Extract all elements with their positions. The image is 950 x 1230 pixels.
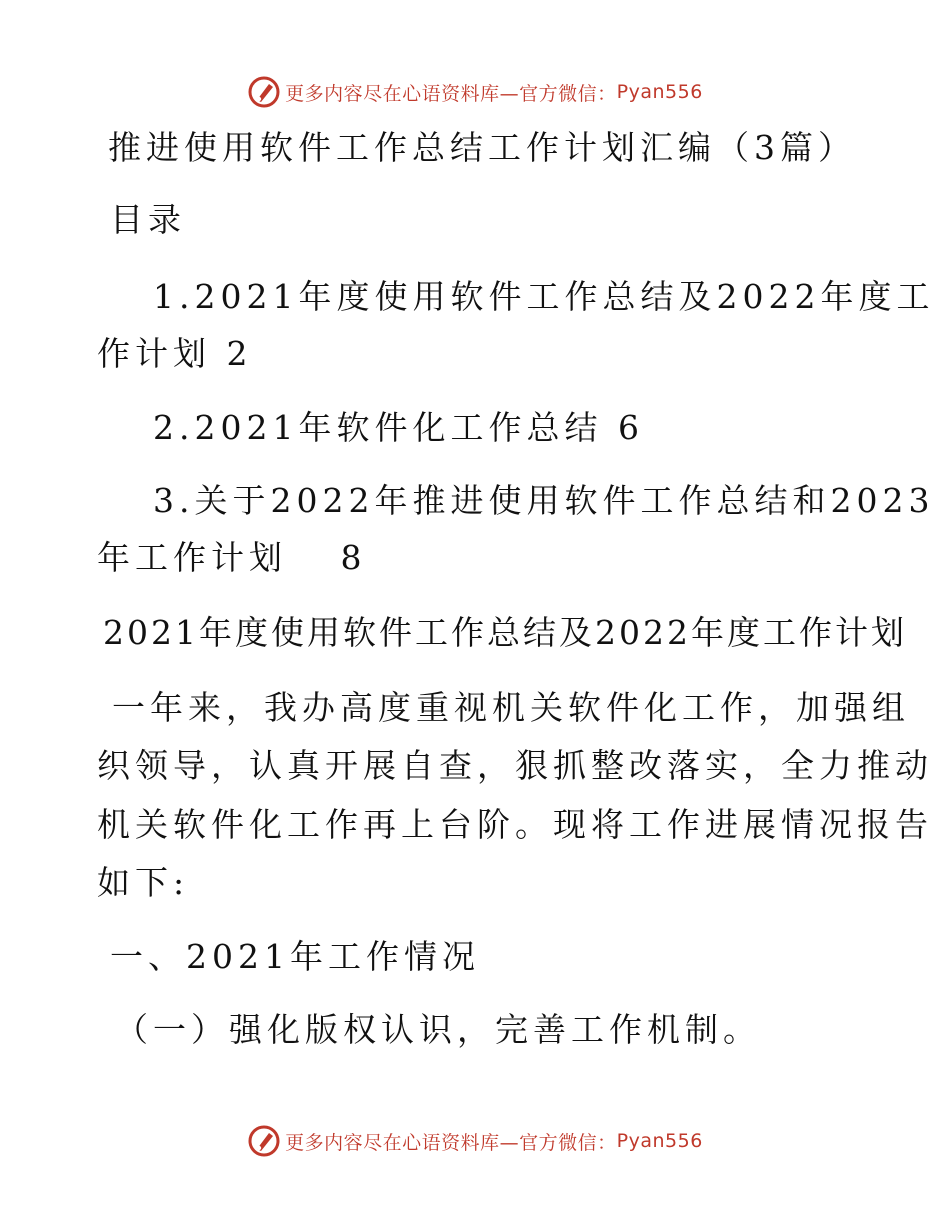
document-title: 推进使用软件工作总结工作计划汇编（3篇） [108, 128, 856, 167]
header-watermark-banner [0, 72, 950, 112]
intro-paragraph-line-3: 机关软件化工作再上台阶。现将工作进展情况报告 [97, 805, 933, 844]
heading-level-1: 一、2021年工作情况 [110, 937, 480, 976]
intro-paragraph-line-1: 一年来，我办高度重视机关软件化工作，加强组 [112, 688, 910, 727]
toc-item-2: 2.2021年软件化工作总结 6 [153, 408, 644, 447]
toc-item-3-line2: 年工作计划 8 [97, 538, 367, 577]
pen-logo-icon [247, 75, 281, 109]
banner-text: 更多内容尽在心语资料库—官方微信： [285, 1131, 617, 1154]
toc-item-3-line1: 3.关于2022年推进使用软件工作总结和2023 [153, 481, 935, 520]
section-title: 2021年度使用软件工作总结及2022年度工作计划 [103, 613, 907, 652]
intro-paragraph-line-4: 如下: [97, 863, 190, 902]
intro-paragraph-line-2: 织领导，认真开展自查，狠抓整改落实，全力推动 [97, 746, 933, 785]
banner-text: 更多内容尽在心语资料库—官方微信： [285, 82, 617, 105]
heading-level-2: （一）强化版权认识，完善工作机制。 [115, 1010, 761, 1049]
toc-item-1-line1: 1.2021年度使用软件工作总结及2022年度工 [153, 277, 935, 316]
pen-logo-icon [247, 1124, 281, 1158]
banner-wechat-id: Pyan556 [616, 1130, 703, 1152]
toc-item-1-line2: 作计划 2 [97, 334, 253, 373]
banner-wechat-id: Pyan556 [616, 81, 703, 103]
footer-watermark-banner [0, 1121, 950, 1161]
toc-heading: 目录 [110, 200, 186, 239]
